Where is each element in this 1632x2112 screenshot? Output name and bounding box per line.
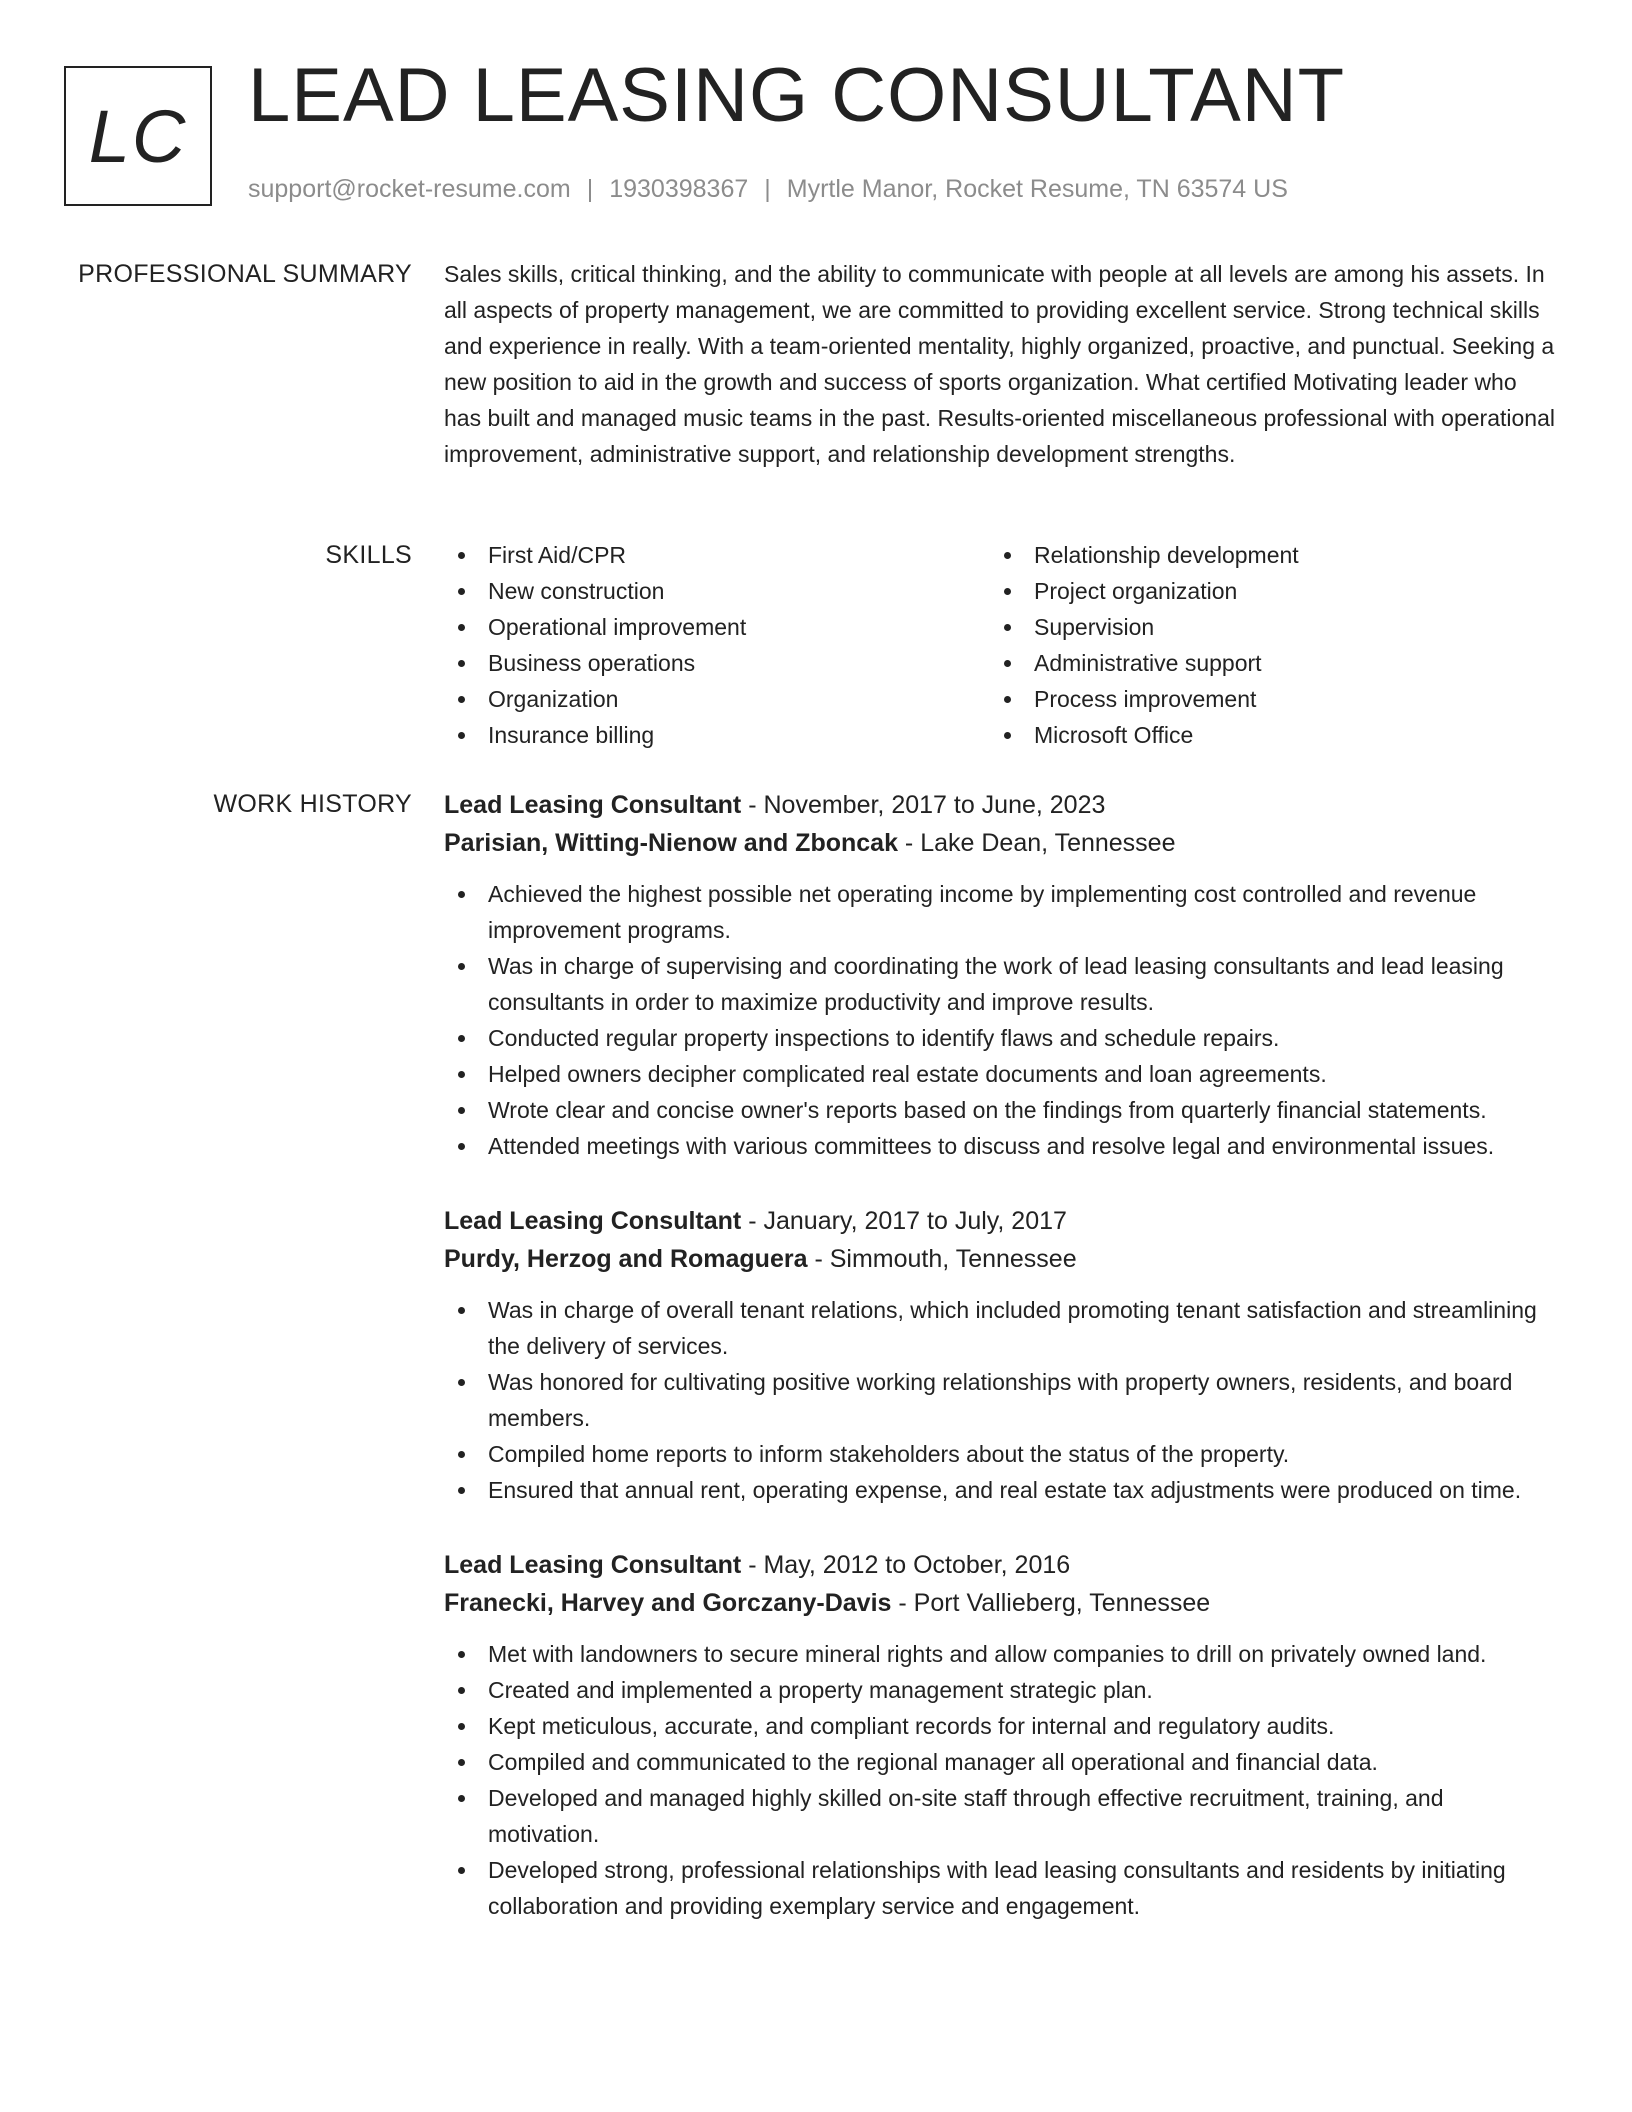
job-bullet: Ensured that annual rent, operating expense, and real estate tax adjustments were produced on time. <box>444 1472 1556 1508</box>
skill-item: Project organization <box>990 573 1536 609</box>
job-bullet: Conducted regular property inspections to identify flaws and schedule repairs. <box>444 1020 1556 1056</box>
job-company-line <box>444 1240 1556 1278</box>
summary-body <box>444 256 1556 472</box>
job-bullet: Achieved the highest possible net operating income by implementing cost controlled and revenue improvement programs. <box>444 876 1556 948</box>
job-dates: - January, 2017 to July, 2017 <box>741 1207 1067 1235</box>
job-title-line <box>444 1546 1556 1584</box>
job-bullets <box>444 876 1556 1164</box>
contact-line <box>248 174 1288 204</box>
job-bullet: Was in charge of overall tenant relations, which included promoting tenant satisfaction and streamlining the delivery of services. <box>444 1292 1556 1364</box>
job-location: - Port Vallieberg, Tennessee <box>891 1589 1211 1617</box>
contact-phone[interactable]: 1930398367 <box>609 175 749 203</box>
job-company-line <box>444 1584 1556 1622</box>
job-dates: - May, 2012 to October, 2016 <box>741 1551 1071 1579</box>
skills-body <box>444 537 1556 753</box>
job-bullet: Attended meetings with various committees to discuss and resolve legal and environmental issues. <box>444 1128 1556 1164</box>
contact-email[interactable]: support@rocket-resume.com <box>248 175 571 203</box>
skill-item: Administrative support <box>990 645 1536 681</box>
job-entry <box>444 786 1556 1164</box>
job-dates: - November, 2017 to June, 2023 <box>741 791 1106 819</box>
job-location: - Simmouth, Tennessee <box>807 1245 1077 1273</box>
work-history-heading: WORK HISTORY <box>213 790 412 818</box>
job-entry <box>444 1202 1556 1508</box>
summary-heading: PROFESSIONAL SUMMARY <box>78 260 412 288</box>
summary-text: Sales skills, critical thinking, and the ability to communicate with people at all levels are among his assets. In all aspects of property management, we are committed to providing excellent service. Strong technical skills and experience in really. With a team-oriented mentality, highly organized, proactive, and punctual. Seeking a new position to aid in the growth and success of sports organization. What certified Motivating leader who has built and managed music teams in the past. Results-oriented miscellaneous professional with operational improvement, administrative support, and relationship development strengths. <box>444 261 1555 467</box>
skill-item: Insurance billing <box>444 717 990 753</box>
job-bullet: Developed strong, professional relationships with lead leasing consultants and residents by initiating collaboration and providing exemplary service and engagement. <box>444 1852 1556 1924</box>
job-company: Franecki, Harvey and Gorczany-Davis <box>444 1589 892 1617</box>
skills-heading: SKILLS <box>325 541 412 569</box>
job-bullets <box>444 1636 1556 1924</box>
work-history-body <box>444 786 1556 1962</box>
skill-item: Relationship development <box>990 537 1536 573</box>
job-bullet: Compiled home reports to inform stakeholders about the status of the property. <box>444 1436 1556 1472</box>
job-bullets <box>444 1292 1556 1508</box>
job-bullet: Compiled and communicated to the regional manager all operational and financial data. <box>444 1744 1556 1780</box>
skill-item: Microsoft Office <box>990 717 1536 753</box>
job-company: Parisian, Witting-Nienow and Zboncak <box>444 829 898 857</box>
job-bullet: Created and implemented a property management strategic plan. <box>444 1672 1556 1708</box>
contact-address: Myrtle Manor, Rocket Resume, TN 63574 US <box>786 175 1288 203</box>
skill-item: Organization <box>444 681 990 717</box>
skill-item: First Aid/CPR <box>444 537 990 573</box>
skill-item: Business operations <box>444 645 990 681</box>
monogram-logo: LC <box>64 66 212 206</box>
job-title: Lead Leasing Consultant <box>444 1207 742 1235</box>
skill-item: New construction <box>444 573 990 609</box>
job-title: Lead Leasing Consultant <box>444 1551 742 1579</box>
skill-item: Operational improvement <box>444 609 990 645</box>
job-company-line <box>444 824 1556 862</box>
job-bullet: Developed and managed highly skilled on-site staff through effective recruitment, training, and motivation. <box>444 1780 1556 1852</box>
job-bullet: Was in charge of supervising and coordinating the work of lead leasing consultants and lead leasing consultants in order to maximize productivity and improve results. <box>444 948 1556 1020</box>
resume-title: LEAD LEASING CONSULTANT <box>248 53 1346 138</box>
skills-list <box>444 537 1544 753</box>
job-company: Purdy, Herzog and Romaguera <box>444 1245 808 1273</box>
job-bullet: Kept meticulous, accurate, and compliant records for internal and regulatory audits. <box>444 1708 1556 1744</box>
job-bullet: Met with landowners to secure mineral rights and allow companies to drill on privately owned land. <box>444 1636 1556 1672</box>
job-entry <box>444 1546 1556 1924</box>
job-title-line <box>444 1202 1556 1240</box>
job-bullet: Wrote clear and concise owner's reports based on the findings from quarterly financial statements. <box>444 1092 1556 1128</box>
job-title: Lead Leasing Consultant <box>444 791 742 819</box>
job-location: - Lake Dean, Tennessee <box>897 829 1176 857</box>
job-bullet: Helped owners decipher complicated real estate documents and loan agreements. <box>444 1056 1556 1092</box>
job-title-line <box>444 786 1556 824</box>
skill-item: Process improvement <box>990 681 1536 717</box>
skill-item: Supervision <box>990 609 1536 645</box>
job-bullet: Was honored for cultivating positive working relationships with property owners, residents, and board members. <box>444 1364 1556 1436</box>
contact-separator: | <box>764 175 771 203</box>
contact-separator: | <box>586 175 594 203</box>
